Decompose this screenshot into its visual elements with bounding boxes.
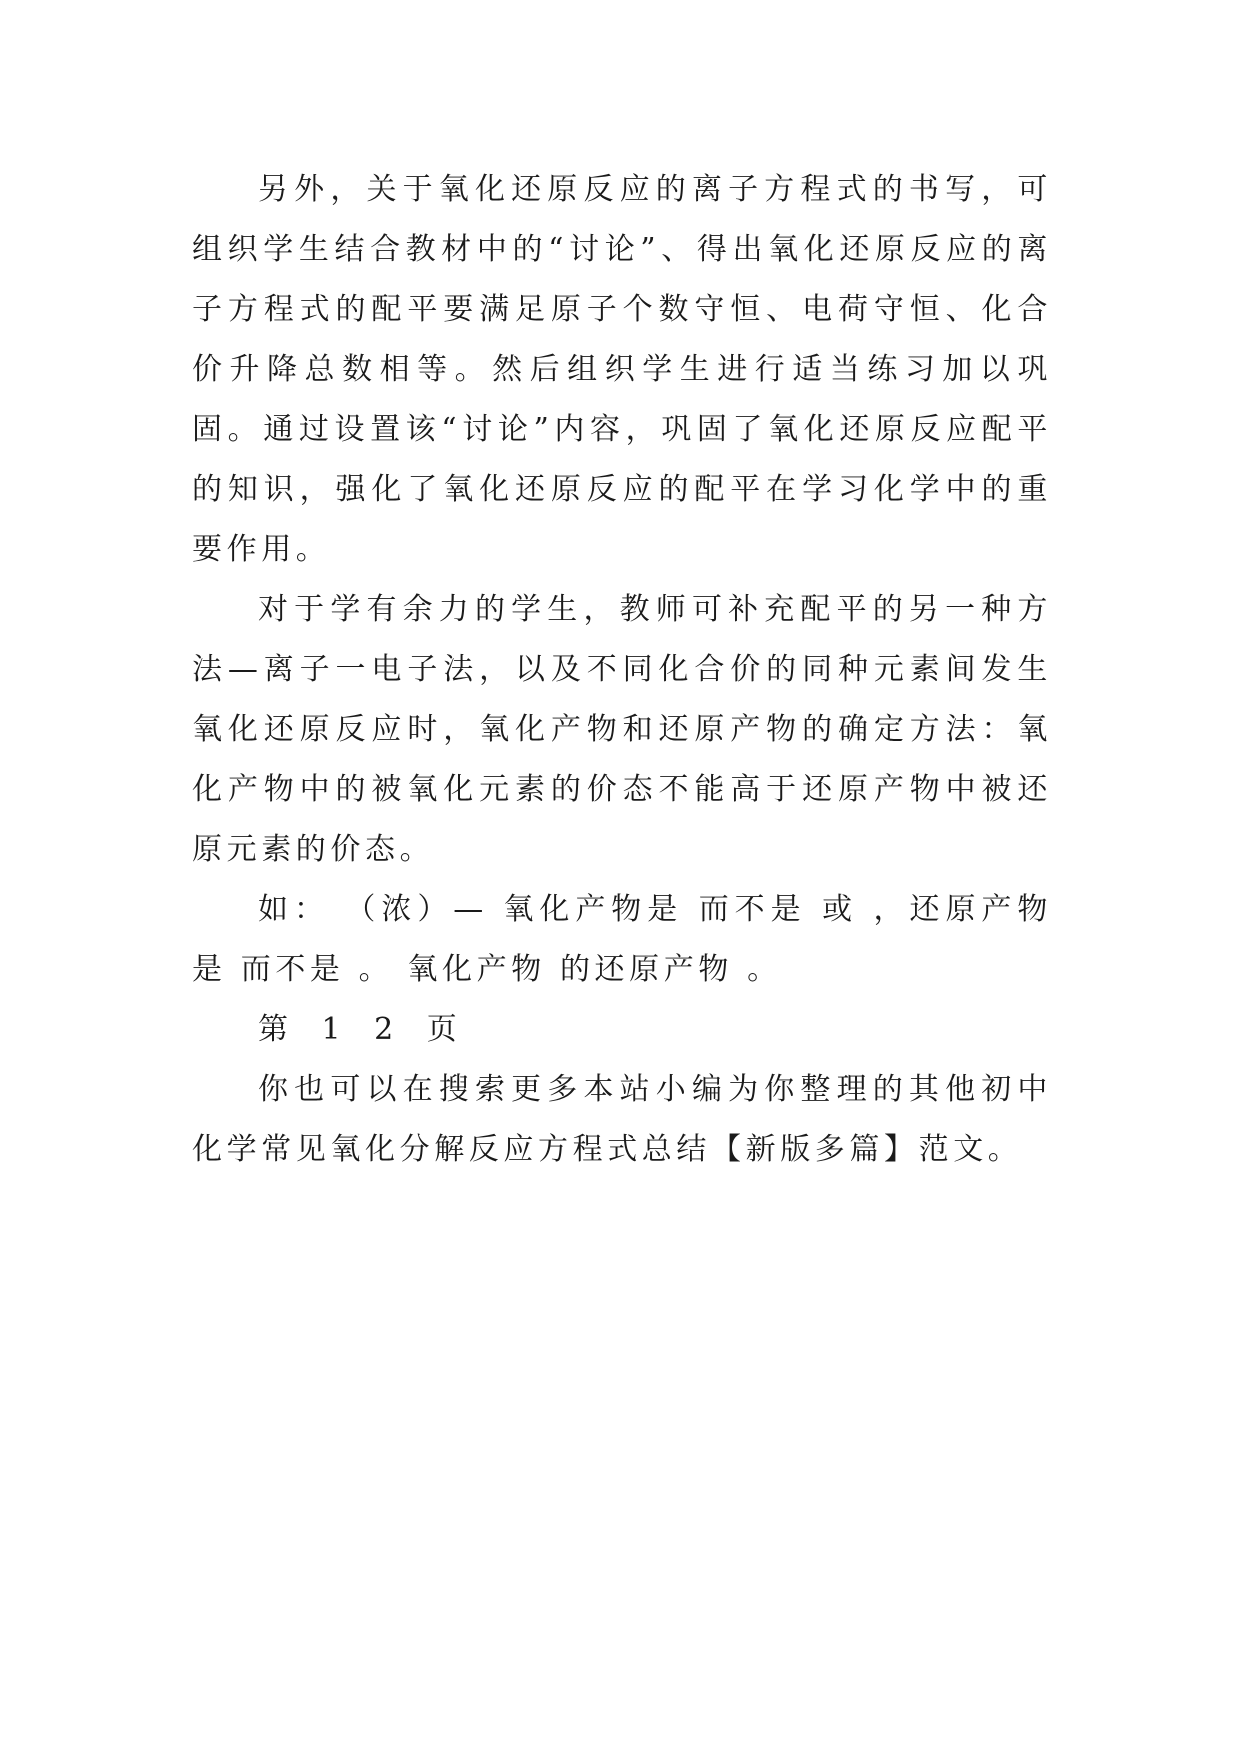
paragraph-ion-electron-method: 对于学有余力的学生，教师可补充配平的另一种方法—离子一电子法，以及不同化合价的同种元素间发生氧化还原反应时，氧化产物和还原产物的确定方法：氧化产物中的被氧化元素的价态不能高于还原产物中被还原元素的价态。 bbox=[192, 592, 1052, 867]
page-number: 第 1 2 页 bbox=[258, 1012, 469, 1047]
paragraph-closing-note: 你也可以在搜索更多本站小编为你整理的其他初中化学常见氧化分解反应方程式总结【新版多篇】范文。 bbox=[192, 1072, 1052, 1167]
paragraph-redox-ionic-equation: 另外，关于氧化还原反应的离子方程式的书写，可组织学生结合教材中的“讨论”、得出氧化还原反应的离子方程式的配平要满足原子个数守恒、电荷守恒、化合价升降总数相等。然后组织学生进行适当练习加以巩固。通过设置该“讨论”内容，巩固了氧化还原反应配平的知识，强化了氧化还原反应的配平在学习化学中的重要作用。 bbox=[192, 172, 1052, 567]
document-body bbox=[192, 160, 1052, 1180]
paragraph-example: 如： （浓）— 氧化产物是 而不是 或 ，还原产物是 而不是 。 氧化产物 的还原产物 。 bbox=[192, 892, 1052, 987]
